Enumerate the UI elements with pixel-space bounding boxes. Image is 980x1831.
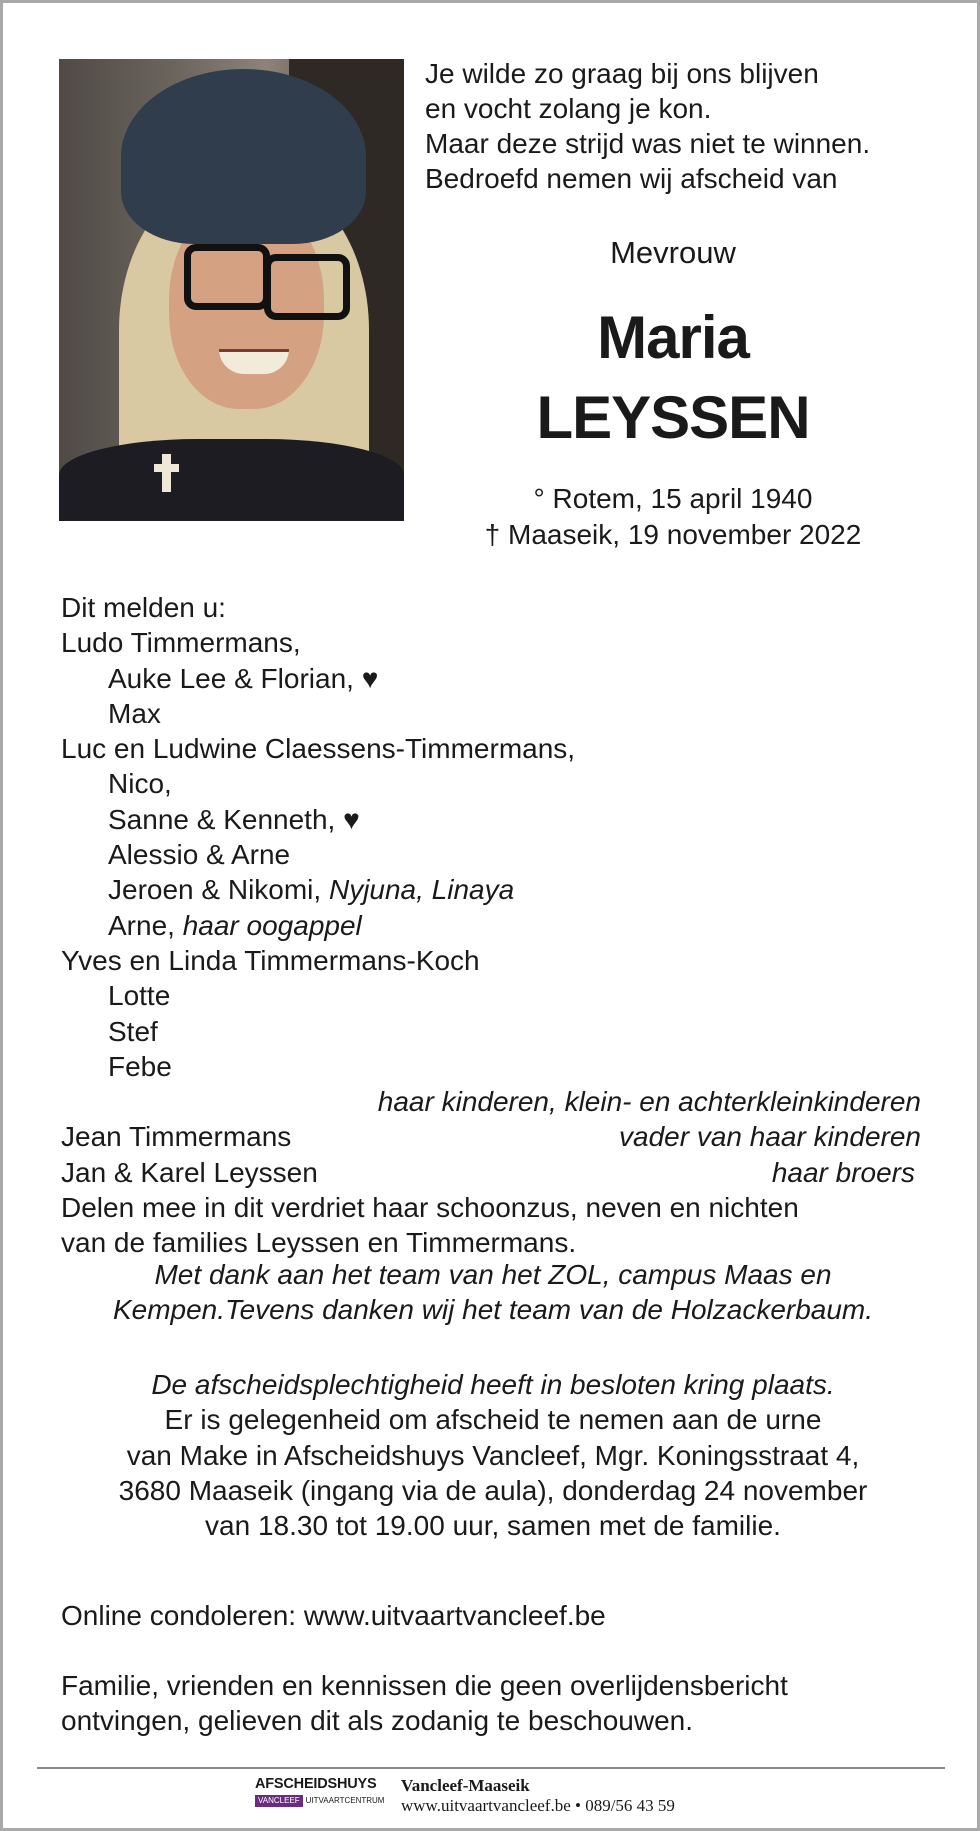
thanks-text bbox=[43, 1257, 943, 1328]
poem-line: Maar deze strijd was niet te winnen. bbox=[425, 128, 871, 159]
logo-brand: AFSCHEIDSHUYS bbox=[255, 1776, 377, 1792]
family-intro: Dit melden u: bbox=[61, 592, 226, 623]
funeral-home-logo bbox=[255, 1776, 383, 1816]
family-row: Nico, bbox=[108, 768, 172, 800]
notice-text bbox=[61, 1668, 788, 1738]
poem bbox=[425, 56, 870, 196]
family-row: Sanne & Kenneth, ♥ bbox=[108, 803, 360, 835]
family-row: van de families Leyssen en Timmermans. bbox=[61, 1227, 577, 1259]
family-row: Auke Lee & Florian, ♥ bbox=[108, 662, 379, 694]
logo-sub-b: UITVAARTCENTRUM bbox=[305, 1796, 385, 1805]
photo-glasses-right bbox=[264, 254, 350, 320]
footer-divider bbox=[37, 1767, 945, 1769]
family-name: Arne, bbox=[108, 909, 183, 941]
family-row: Delen mee in dit verdriet haar schoonzus, neven en nichten bbox=[61, 1192, 799, 1224]
ceremony-line: De afscheidsplechtigheid heeft in besloten kring plaats. bbox=[151, 1369, 835, 1400]
contact-info: www.uitvaartvancleef.be • 089/56 43 59 bbox=[401, 1796, 675, 1815]
family-row bbox=[61, 1084, 921, 1119]
family-row bbox=[61, 872, 921, 907]
deceased-first-name: Maria bbox=[597, 304, 749, 371]
ceremony-line: van 18.30 tot 19.00 uur, samen met de familie. bbox=[205, 1510, 781, 1542]
family-name: Jean Timmermans bbox=[61, 1121, 292, 1153]
family-row bbox=[61, 1119, 921, 1154]
ceremony-text bbox=[43, 1367, 943, 1543]
photo-glasses-left bbox=[184, 244, 270, 310]
ceremony-line: 3680 Maaseik (ingang via de aula), donderdag 24 november bbox=[118, 1474, 868, 1506]
family-row: Febe bbox=[108, 1050, 172, 1082]
logo-sub-a: VANCLEEF bbox=[255, 1795, 303, 1807]
thanks-line: Met dank aan het team van het ZOL, campus Maas en bbox=[154, 1259, 832, 1290]
footer-contact bbox=[401, 1776, 675, 1816]
family-row: Max bbox=[108, 697, 161, 729]
family-row: Yves en Linda Timmermans-Koch bbox=[61, 944, 480, 976]
ceremony-line: van Make in Afscheidshuys Vancleef, Mgr. Koningsstraat 4, bbox=[126, 1439, 860, 1471]
photo-hat bbox=[121, 69, 366, 244]
family-row bbox=[61, 1155, 921, 1190]
relation-label: haar kinderen, klein- en achterkleinkinderen bbox=[377, 1086, 921, 1118]
family-row: Lotte bbox=[108, 980, 171, 1012]
birth-info: ° Rotem, 15 april 1940 bbox=[533, 483, 813, 514]
family-name: Jeroen & Nikomi, bbox=[108, 874, 329, 906]
family-row: Stef bbox=[108, 1015, 158, 1047]
poem-line: en vocht zolang je kon. bbox=[425, 93, 712, 124]
cross-pendant-bar bbox=[154, 464, 179, 472]
family-row: Alessio & Arne bbox=[108, 839, 291, 871]
family-list bbox=[61, 590, 921, 1261]
portrait-photo bbox=[59, 59, 404, 521]
family-row: Ludo Timmermans, bbox=[61, 627, 301, 659]
family-row bbox=[61, 908, 921, 943]
family-name: Jan & Karel Leyssen bbox=[61, 1156, 318, 1188]
photo-body bbox=[59, 439, 404, 521]
ceremony-line: Er is gelegenheid om afscheid te nemen aan de urne bbox=[164, 1404, 822, 1436]
family-note: haar oogappel bbox=[182, 909, 362, 941]
company-name: Vancleef-Maaseik bbox=[401, 1776, 530, 1795]
relation-label: vader van haar kinderen bbox=[619, 1121, 921, 1153]
poem-line: Je wilde zo graag bij ons blijven bbox=[425, 58, 819, 89]
family-row: Luc en Ludwine Claessens-Timmermans, bbox=[61, 733, 576, 765]
death-info: † Maaseik, 19 november 2022 bbox=[484, 519, 862, 550]
thanks-line: Kempen.Tevens danken wij het team van de Holzackerbaum. bbox=[112, 1294, 874, 1326]
notice-line: ontvingen, gelieven dit als zodanig te beschouwen. bbox=[61, 1705, 693, 1736]
deceased-last-name: LEYSSEN bbox=[536, 384, 810, 451]
deceased-title: Mevrouw bbox=[610, 235, 736, 270]
relation-label: haar broers bbox=[771, 1156, 915, 1188]
notice-line: Familie, vrienden en kennissen die geen overlijdensbericht bbox=[61, 1670, 788, 1701]
cross-pendant-icon bbox=[162, 454, 171, 492]
poem-line: Bedroefd nemen wij afscheid van bbox=[425, 163, 838, 194]
family-note: Nyjuna, Linaya bbox=[328, 874, 515, 906]
online-condolence: Online condoleren: www.uitvaartvancleef.be bbox=[61, 1600, 606, 1631]
logo-subline bbox=[255, 1795, 383, 1807]
